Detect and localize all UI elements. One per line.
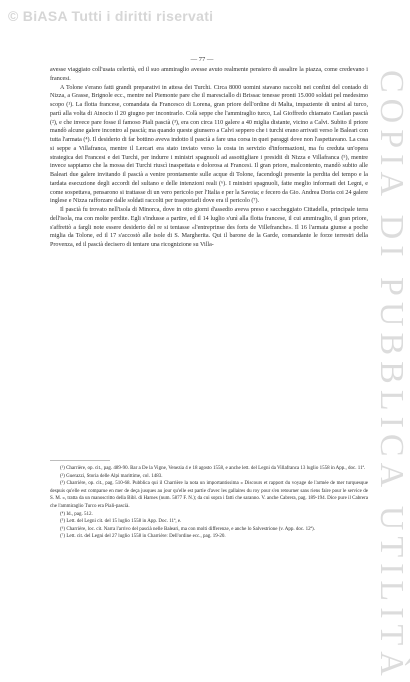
- footnote: (⁶) Charrière, loc. cit. Narra l'arrivo del pascià nelle Baleari, ma con molti differenze, e anche lo Salvestrione (v. App. doc. 12ª).: [60, 526, 315, 532]
- footnote: (⁷) Lett. cit. del Legni del 27 luglio 1558 in Charrière: Dell'ordine ecc., pag. 19-20.: [60, 534, 226, 540]
- watermark-top: © BiASA Tutti i diritti riservati: [8, 8, 214, 24]
- footnote: (⁵) Lett. del Legni cit. del 15 luglio 1558 in App. Doc. 11ª, e.: [60, 519, 182, 525]
- footnotes: [50, 465, 368, 541]
- footnote: (²) Guerazzi, Storia delle Alpi marittime, col. 1483.: [60, 473, 163, 479]
- footnote: (⁴) Id., pag. 512.: [60, 511, 93, 517]
- footnote: (¹) Charrière, op. cit., pag. 489-90. Bar a De la Vigne, Venezia 4 e 18 agosto 1558, e anche lett. del Legni da Villafranca 13 luglio 1558 in App., doc. 11ª.: [60, 466, 366, 471]
- page-number: — 77 —: [190, 56, 214, 63]
- paragraph: A Tolone s'erano fatti grandi preparativi in attesa dei Turchi. Circa 8000 uomini stavano raccolti nei confini del contado di Nizza, a Grasse, Brignole ecc., mentre nel Piemonte pare che il maresciallo di Brissac tenesse pronti 15.000 soldati pel medesimo scopo (¹). La flotta francese, comandata da Francesco di Lorena, gran priore dell'ordine di Malta, impaziente di unirsi al turco, partì alla volta di Ainocio il 20 giugno per incontrarlo. Colà seppe che l'ammiraglio turco, Lal Gioffredo chiamato Casilan pascià (²), e che invece pare fosse il famoso Piali pascià (³), era con circa 110 galere a 40 miglia distante, vicino a Calvi. Subito il priore mandò alcune galere incontro al pascià; ma quando queste giunsero a Calvi seppero che i turchi erano arrivati verso le Baleari con tutta l'armata (⁴). Il desiderio di far bottino aveva indotto il pascià a fare una corsa in quei paraggi dove non l'aspettavano. La cosa si seppe a Villafranca, mentre il Lercari era stato inviato verso la costa in servizio d'informazioni, ma fu creduta un'opera strategica dei Francesi e dei Turchi, per indurre i ministri spagnuoli ad assottigliare i presidii di Nizza e Villafranca (⁵), mentre invece sappiamo che la mossa dei Turchi riuscì inaspettata e dolorosa ai Francesi. Il gran priore, malcontento, mandò subito alle Baleari due galere invitando il pascià a venire prontamente sulle acque di Tolone, facendogli presente la perdita del tempo e la tardata esecuzione degli accordi del sultano e delle intenzioni reali (⁶). I ministri spagnuoli, fatte meglio informati dei Legni, e come sospettava, pensarono si trattasse di un vero pericolo per l'Italia e per la Savoia; e fecero da Gio. Andrea Doria coi 24 galere inglese e Nizza rafforzare dalle soldati raccolti per trasportarli dove era il pericolo (⁷).: [50, 84, 368, 205]
- paragraph: Il pascià fu trovato nell'isola di Minorca, dove in otto giorni d'assedio aveva preso e saccheggiato Cittadella, principale terra dell'isola, ma con molte perdite. Egli s'indusse a partire, ed il 14 luglio s'unì alla flotta francese, il cui ammiraglio, il gran priore, s'affrettò a fargli note essere desiderio del re si tentasse «l'entreprinse des forts de Villefranche». Il 16 l'armata giunse a poche miglia da Tolone, ed il 17 s'accostò alle isole di S. Margherita. Qui il barone de la Garde, comandante le forze terrestri della Provenza, ed il pascià decisero di tentare una ricognizione su Villa-: [50, 207, 368, 248]
- paragraph: avesse viaggiato coll'usata celerità, ed il suo ammiraglio avesse avuto realmente pensiero di assalire la piazza, come credevano i francesi.: [50, 67, 368, 82]
- footnote-divider: [50, 460, 110, 461]
- body-text: [50, 66, 368, 250]
- watermark-side: COPIA DI PUBBLICA UTILITÀ: [373, 70, 410, 682]
- footnote: (³) Charrière, op. cit., pag. 510-68. Pubblica qui il Charrière la nota un importantissima « Discours et rapport du voyage de l'armée de mer turquesque despuis qu'elle est comparue en mer de deça jusques au jour qu'elle est partie d'avec les gallaires du roy pour s'en retourner sans riens faire pour le service de S. M. », tratta da un manoscritto della Bibl. di Harnes (num. 5877 F. N.); da cui sopra i fatti che saranno. V. anche Cabrera, pag. 189-194. Dice pure il Cabrera che l'ammiraglio Turco era Piali-pascià.: [50, 481, 368, 509]
